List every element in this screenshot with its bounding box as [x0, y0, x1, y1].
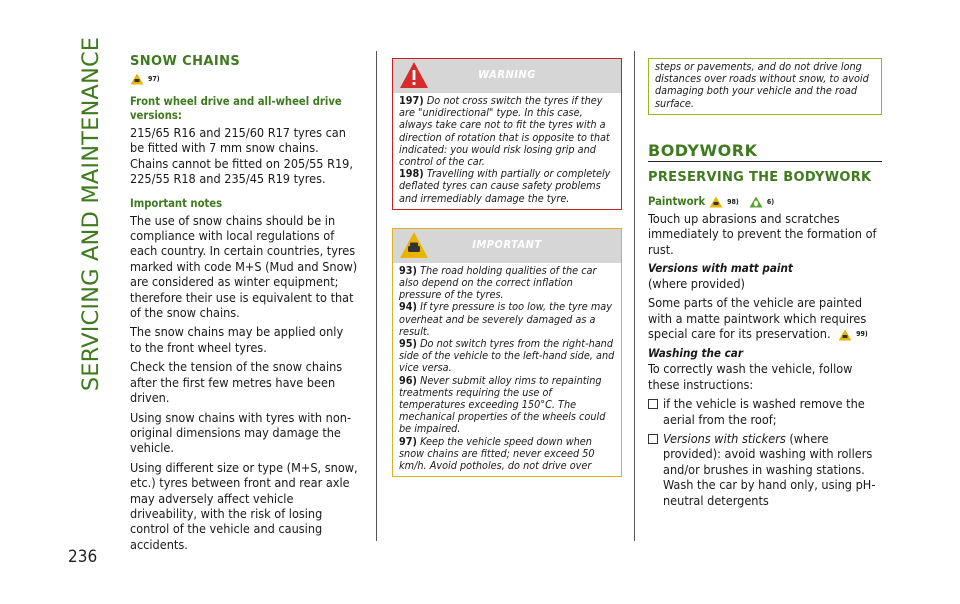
- snow-chains-ref: [130, 73, 358, 85]
- warning-item: [399, 95, 615, 168]
- warning-item-text: Travelling with partially or completely deflated tyres can cause safety problems and irremediably damage the tyre.: [399, 167, 611, 205]
- washing-bullet-2-lead: Versions with stickers: [663, 431, 786, 447]
- matt-paint-subtitle: (where provided): [648, 276, 745, 292]
- important-item-number: 94): [399, 300, 417, 314]
- warning-item-text: Do not cross switch the tyres if they are "unidirectional" type. In this case, always take care not to fit the tyres with a direction of rotation that is opposite to that indicated: you would risk losing grip and control of the car.: [399, 94, 610, 169]
- important-item-number: 97): [399, 434, 417, 448]
- matt-paint-text: Some parts of the vehicle are painted with a matte paintwork which requires special care for its preservation.: [648, 295, 867, 342]
- column-divider-2: [634, 51, 635, 541]
- matt-paint-text-row: [648, 295, 882, 342]
- important-body: [393, 263, 621, 476]
- notes-paragraph-1: The use of snow chains should be in compliance with local regulations of each country. In certain countries, tyres marked with code M+S (Mud and Snow) are considered as winter equipment; therefore their use is equivalent to that of the snow chains.: [130, 212, 358, 321]
- list-item: [648, 431, 882, 508]
- checkbox-bullet-icon: [648, 399, 658, 409]
- important-item-number: 95): [399, 337, 417, 351]
- important-item-number: 93): [399, 263, 417, 277]
- important-notes-heading: Important notes: [130, 196, 223, 210]
- warning-item: [399, 168, 615, 205]
- warning-box: [392, 58, 622, 210]
- important-item-text: Keep the vehicle speed down when snow chains are fitted; never exceed 50 km/h. Avoid potholes, do not drive over: [399, 434, 595, 473]
- important-item: [399, 338, 615, 375]
- column-callouts: [392, 58, 622, 477]
- important-item: [399, 436, 615, 473]
- important-label: IMPORTANT: [472, 237, 542, 251]
- paintwork-ref-1: 98): [727, 197, 739, 206]
- important-box: [392, 228, 622, 477]
- warning-body: [393, 93, 621, 209]
- important-continuation-box: steps or pavements, and do not drive long distances over roads without snow, to avoid damaging both your vehicle and the road surface.: [648, 58, 882, 115]
- side-section-title: [71, 36, 111, 392]
- notes-paragraph-2: The snow chains may be applied only to the front wheel tyres.: [130, 324, 344, 355]
- important-item: [399, 265, 615, 302]
- side-section-title-text: SERVICING AND MAINTENANCE: [78, 36, 104, 392]
- paintwork-heading-row: [648, 195, 882, 209]
- important-header: [393, 229, 621, 263]
- leaf-environment-icon: [749, 196, 763, 208]
- column-bodywork: [648, 58, 882, 512]
- important-item-text: Never submit alloy rims to repainting treatments requiring the use of temperatures exceeding 150°C. The mechanical properties of the wheels could be impaired.: [399, 373, 606, 436]
- washing-heading: Washing the car: [648, 346, 743, 361]
- snow-chains-ref-number: 97): [148, 75, 160, 83]
- snow-chains-title: SNOW CHAINS: [130, 54, 241, 69]
- fwd-heading: Front wheel drive and all-wheel drive versions:: [130, 95, 342, 122]
- warning-header: [393, 59, 621, 93]
- washing-bullet-2: [663, 431, 882, 508]
- important-item-number: 96): [399, 373, 417, 387]
- car-skid-caution-icon: [709, 196, 723, 208]
- preserving-bodywork-title: PRESERVING THE BODYWORK: [648, 169, 872, 185]
- column-snow-chains: [130, 54, 358, 556]
- matt-paint-heading: Versions with matt paint: [648, 261, 793, 276]
- page-number: 236: [68, 547, 98, 567]
- checkbox-bullet-icon: [648, 434, 658, 444]
- paintwork-ref-2: 6): [766, 197, 775, 206]
- car-skid-caution-icon: [130, 73, 144, 85]
- matt-paint-ref: [838, 327, 868, 342]
- important-item-text: The road holding qualities of the car also depend on the correct inflation pressure of the tyres.: [399, 263, 597, 302]
- matt-paint-ref-number: 99): [856, 330, 868, 339]
- washing-bullet-2-rest: (where provided): avoid washing with rollers and/or brushes in washing stations. Wash the car by hand only, using pH-neutral detergents: [663, 431, 876, 508]
- notes-paragraph-5: Using different size or type (M+S, snow, etc.) tyres between front and rear axle may adversely affect vehicle driveability, with the risk of losing control of the vehicle and causing accidents.: [130, 459, 358, 552]
- notes-paragraph-4: Using snow chains with tyres with non-original dimensions may damage the vehicle.: [130, 409, 352, 456]
- important-item: [399, 301, 615, 338]
- paintwork-heading: Paintwork: [648, 194, 706, 208]
- important-item-text: If tyre pressure is too low, the tyre may overheat and be severely damaged as a result.: [399, 300, 612, 338]
- notes-paragraph-3: Check the tension of the snow chains after the first few metres have been driven.: [130, 359, 343, 406]
- washing-text: To correctly wash the vehicle, follow these instructions:: [648, 361, 853, 392]
- car-skid-caution-icon: [838, 329, 852, 341]
- fwd-text: 215/65 R16 and 215/60 R17 tyres can be fitted with 7 mm snow chains. Chains cannot be fitted on 205/55 R19, 225/55 R18 and 235/45 R19 tyres.: [130, 125, 353, 187]
- list-item: [648, 396, 882, 427]
- paintwork-text: Touch up abrasions and scratches immediately to prevent the formation of rust.: [648, 210, 877, 257]
- washing-bullet-1: if the vehicle is washed remove the aerial from the roof;: [663, 396, 865, 427]
- important-item-text: Do not switch tyres from the right-hand side of the vehicle to the left-hand side, and vice versa.: [399, 337, 615, 375]
- important-item: [399, 375, 615, 436]
- warning-item-number: 197): [399, 94, 424, 107]
- column-divider-1: [376, 51, 377, 541]
- warning-item-number: 198): [399, 167, 424, 181]
- warning-label: WARNING: [478, 68, 536, 81]
- bodywork-title: BODYWORK: [648, 141, 882, 162]
